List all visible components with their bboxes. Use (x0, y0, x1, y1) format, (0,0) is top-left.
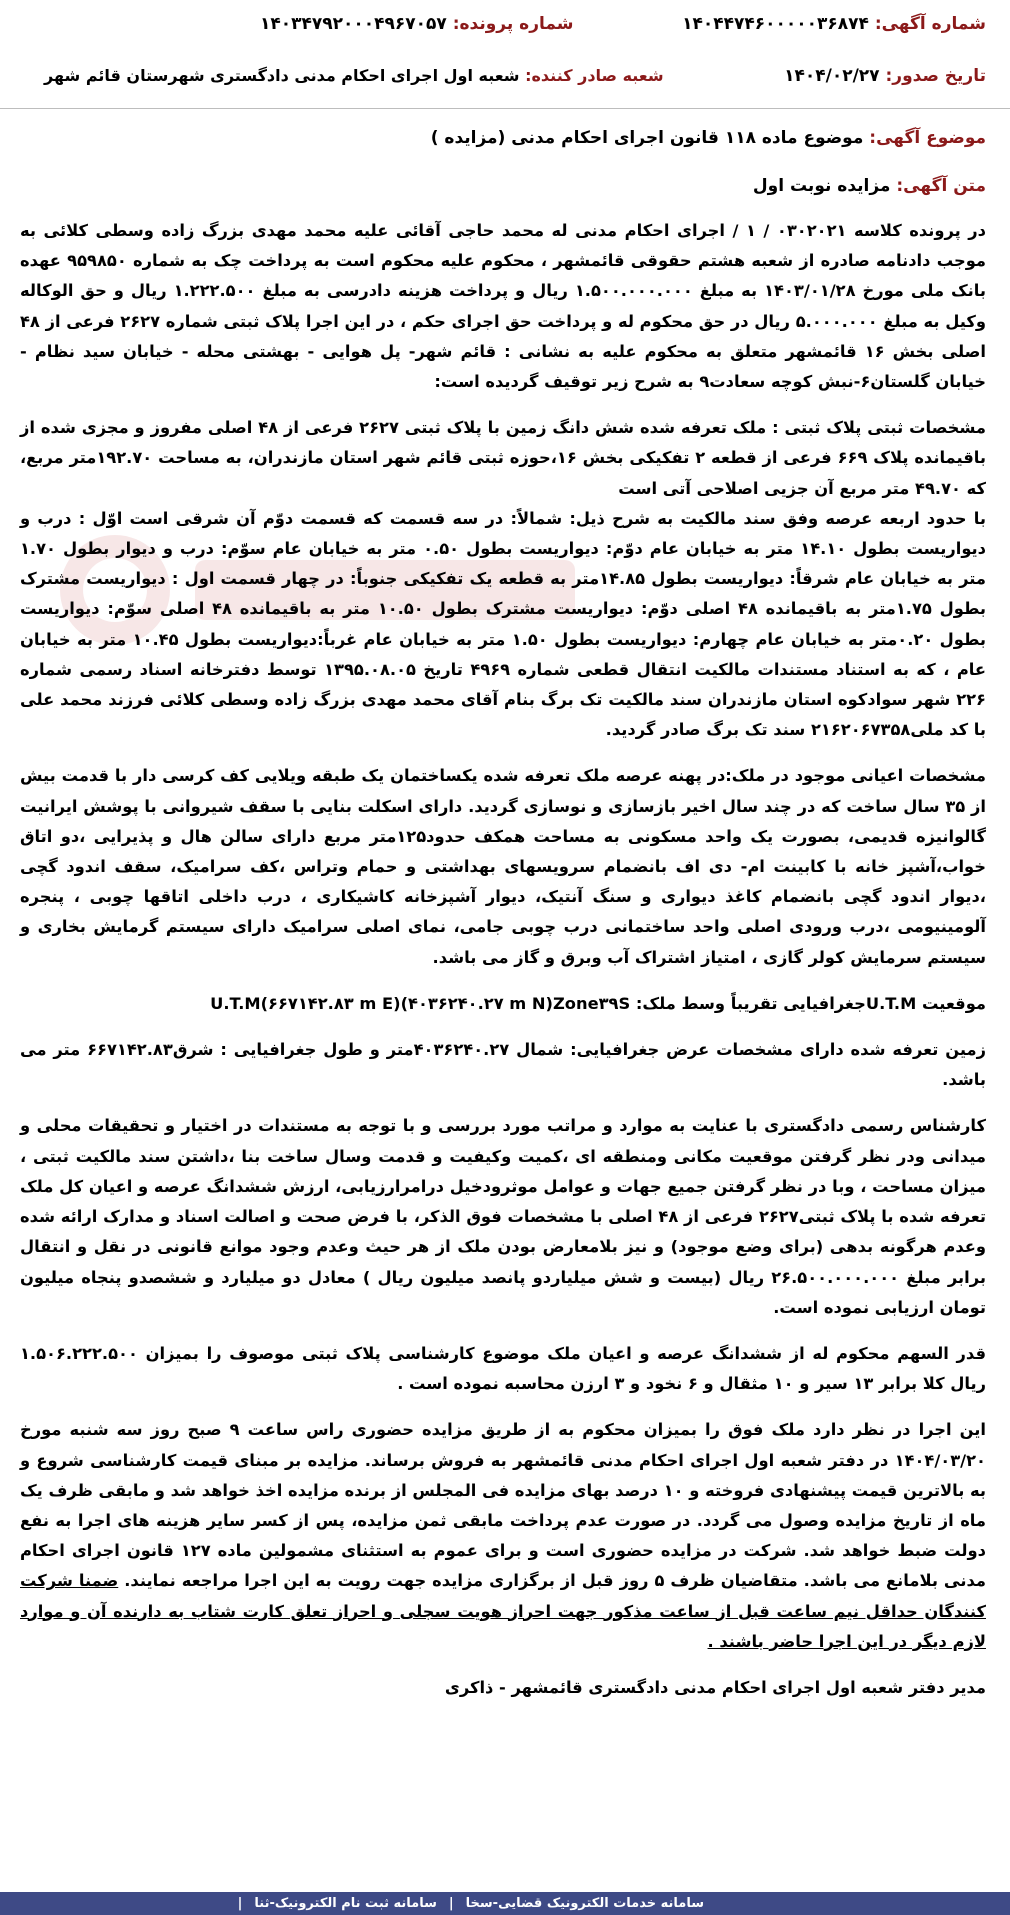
footer-bar (0, 1892, 1010, 1915)
subject-value: موضوع ماده ۱۱۸ قانون اجرای احکام مدنی (مزایده ) (430, 128, 864, 148)
file-number-value: ۱۴۰۳۴۷۹۲۰۰۰۴۹۶۷۰۵۷ (260, 14, 447, 34)
paragraph-building: مشخصات اعیانی موجود در ملک:در پهنه عرصه ملک تعرفه شده یکساختمان یک طبقه ویلایی کف کرسی دار با قدمت بیش از ۳۵ سال ساخت که در چند سال اخیر بازسازی و نوسازی گردید. دارای اسکلت بنایی با سقف شیروانی با پوشش ایرانیت گالوانیزه قدیمی، بصورت یک واحد مسکونی به مساحت همکف حدود۱۲۵متر مربع دارای سالن هال و پذیرایی ،دو اتاق خواب،آشپز خانه با کابینت ام- دی اف بانضمام سرویسهای بهداشتی و حمام وتراس ،کف سرامیک، سقف اندود گچی ،دیوار اندود گچی بانضمام کاغذ دیواری و سنگ آنتیک، دیوار آشپزخانه کاشیکاری ، درب داخلی اتاقها چوبی ، پنجره آلومینیومی ،درب ورودی اصلی واحد ساختمانی درب چوبی جامی، نمای اصلی سرامیک دارای سیستم گرمایش بخاری و سیستم سرمایش کولر گازی ، امتیاز اشتراک آب وبرق و گاز می باشد. (20, 766, 986, 967)
paragraph-share: قدر السهم محکوم له از ششدانگ عرصه و اعیان ملک موضوع کارشناسی پلاک ثبتی موصوف را بمیزان ۱.۵۰۶.۲۲۲.۵۰۰ ریال کلا برابر ۱۳ سیر و ۱۰ مثقال و ۶ نخود و ۳ ارزن محاسبه نموده است . (20, 1343, 986, 1394)
paragraph-utm: موقعیت U.T.Mجغرافیایی تقریباً وسط ملک: U.T.M(۶۶۷۱۴۲.۸۳ m E)(۴۰۳۶۲۴۰.۲۷ m N)Zone۳۹S (210, 993, 986, 1013)
issuer-label: شعبه صادر کننده: (525, 66, 664, 85)
notice-number-value: ۱۴۰۴۴۷۴۶۰۰۰۰۰۳۶۸۷۴ (682, 14, 869, 34)
footer-link-sakha[interactable]: سامانه خدمات الکترونیک قضایی-سخا (465, 1896, 704, 1911)
notice-number (682, 14, 986, 34)
paragraph-boundaries: با حدود اربعه عرصه وفق سند مالکیت به شرح ذیل: شمالاً: در سه قسمت که قسمت دوّم آن شرقی است اوّل : درب و دیواریست بطول ۱۴.۱۰ متر به خیابان عام دوّم: دیواریست بطول ۰.۵۰ متر به خیابان عام سوّم: درب و دیوار بطول ۱.۷۰ متر به خیابان عام شرقاً: دیواریست بطول ۱۴.۸۵متر به قطعه یک تفکیکی جنوباً: در چهار قسمت اول : دیواریست مشترک بطول ۱.۷۵متر به باقیمانده ۴۸ اصلی دوّم: دیواریست مشترک بطول ۱۰.۵۰ متر به باقیمانده ۴۸ اصلی سوّم: دیواریست بطول ۰.۲۰متر به خیابان عام چهارم: دیواریست بطول ۱.۵۰ متر به خیابان عام غرباً:دیواریست بطول ۱۰.۴۵ متر به خیابان عام ، که به استناد مستندات مالکیت انتقال قطعی شماره ۴۹۶۹ تاریخ ۱۳۹۵.۰۸.۰۵ توسط دفترخانه اسناد رسمی شماره ۲۲۶ شهر سوادکوه استان مازندران سند مالکیت تک برگ بنام آقای محمد مهدی بزرگ زاده وسطی کلائی فرزند محمد علی با کد ملی۲۱۶۲۰۶۷۳۵۸ سند تک برگ صادر گردید. (20, 508, 986, 740)
file-number (260, 14, 574, 34)
auction-attendance-note: ضمنا شرکت کنندگان حداقل نیم ساعت قبل از ساعت مذکور جهت احراز هویت سجلی و احراز تعلق کارت شتاب به دارنده آن و موارد لازم دیگر در این اجرا حاضر باشند . (20, 1571, 986, 1651)
signature: مدیر دفتر شعبه اول اجرای احکام مدنی دادگستری قائمشهر - ذاکری (444, 1677, 986, 1697)
issue-date-value: ۱۴۰۴/۰۲/۲۷ (784, 66, 880, 86)
notice-subject (431, 128, 986, 148)
notice-text-heading (753, 176, 986, 196)
notice-body (20, 216, 986, 1719)
issue-date-label: تاریخ صدور: (885, 66, 986, 86)
header-divider (0, 108, 1010, 109)
paragraph-auction (20, 1415, 986, 1657)
footer-separator-end: | (237, 1896, 243, 1911)
paragraph-case: در پرونده کلاسه ۰۳۰۲۰۲۱ / ۱ / اجرای احکام مدنی له محمد حاجی آقائی علیه محمد مهدی بزرگ زاده وسطی کلائی به موجب دادنامه صادره از شعبه هشتم حقوقی قائمشهر ، محکوم علیه محکوم است به پرداخت چک به شماره ۹۵۹۸۵۰ عهده بانک ملی مورخ ۱۴۰۳/۰۱/۲۸ به مبلغ ۱.۵۰۰.۰۰۰.۰۰۰ ریال و پرداخت هزینه دادرسی به مبلغ ۱.۲۲۲.۵۰۰ ریال و حق الوکاله وکیل به مبلغ ۵.۰۰۰.۰۰۰ ریال در حق محکوم له و پرداخت حق اجرای حکم ، در این اجرا پلاک ثبتی شماره ۲۶۲۷ فرعی از ۴۸ اصلی بخش ۱۶ قائمشهر متعلق به محکوم علیه به نشانی : قائم شهر- پل هوایی - بهشتی محله - خیابان سید نظام - خیابان گلستان۶-نبش کوچه سعادت۹ به شرح زیر توقیف گردیده است: (20, 221, 987, 392)
issuer-value: شعبه اول اجرای احکام مدنی دادگستری شهرستان قائم شهر (44, 66, 520, 85)
auction-text: این اجرا در نظر دارد ملک فوق را بمیزان محکوم به از طریق مزایده حضوری راس ساعت ۹ صبح روز سه شنبه مورخ ۱۴۰۴/۰۳/۲۰ در دفتر شعبه اول اجرای احکام مدنی قائمشهر به فروش برساند. مزایده بر مبنای قیمت کارشناسی شروع و به بالاترین قیمت پیشنهادی فروخته و ۱۰ درصد بهای مزایده فی المجلس از برنده مزایده اخذ خواهد شد و مابقی ظرف یک ماه از تاریخ مزایده وصول می گردد. در صورت عدم پرداخت مابقی ثمن مزایده، پس از کسر سایر هزینه های اجرا به نفع دولت ضبط خواهد شد. شرکت در مزایده حضوری است و برای عموم به استثنای مشمولین ماده ۱۲۷ قانون اجرای احکام مدنی بلامانع می باشد. متقاضیان ظرف ۵ روز قبل از برگزاری مزایده جهت رویت به این اجرا مراجعه نمایند. (20, 1420, 987, 1591)
footer-separator: | (448, 1896, 454, 1911)
text-label: متن آگهی: (896, 176, 986, 196)
file-number-label: شماره پرونده: (452, 14, 574, 34)
paragraph-appraisal: کارشناس رسمی دادگستری با عنایت به موارد و مراتب مورد بررسی و با توجه به مستندات در اختیار و تحقیقات محلی و میدانی ودر نظر گرفتن موقعیت مکانی ومنطقه ای ،کمیت وکیفیت و قدمت وسال ساخت بنا ،داشتن سند مالکیت ثبتی ، میزان مساحت ، وبا در نظر گرفتن جمیع جهات و عوامل موثرودخیل درامرارزیابی، ارزش ششدانگ عرصه و اعیان کل ملک تعرفه شده با پلاک ثبتی۲۶۲۷ فرعی از ۴۸ اصلی با مشخصات فوق الذکر، با فرض صحت و اصالت اسناد و مدارک ارائه شده وعدم هرگونه بدهی (برای وضع موجود) و نیز بلامعارض بودن ملک از هر حیث وعدم وجود موانع قانونی در نقل و انتقال برابر مبلغ ۲۶.۵۰۰.۰۰۰.۰۰۰ ریال (بیست و شش میلیاردو پانصد میلیون ریال ) معادل دو میلیارد و ششصدو پنجاه میلیون تومان ارزیابی نموده است. (20, 1116, 987, 1317)
footer-link-sana[interactable]: سامانه ثبت نام الکترونیک-ثنا (254, 1896, 437, 1911)
issuer (44, 66, 664, 85)
issue-date (784, 66, 986, 86)
paragraph-registration: مشخصات ثبتی پلاک ثبتی : ملک تعرفه شده شش دانگ زمین با پلاک ثبتی ۲۶۲۷ فرعی از ۴۸ اصلی مفروز و مجزی شده از باقیمانده پلاک ۶۶۹ فرعی از قطعه ۲ تفکیکی بخش ۱۶،حوزه ثبتی قائم شهر استان مازندران، به مساحت ۱۹۲.۷۰متر مربع، که ۴۹.۷۰ متر مربع آن جزیی اصلاحی آتی است (20, 418, 987, 498)
notice-number-label: شماره آگهی: (874, 14, 986, 34)
text-label-value: مزایده نوبت اول (752, 176, 891, 196)
paragraph-coordinates: زمین تعرفه شده دارای مشخصات عرض جغرافیایی: شمال ۴۰۳۶۲۴۰.۲۷متر و طول جغرافیایی : شرق۶۶۷۱۴۲.۸۳ متر می باشد. (20, 1040, 986, 1090)
subject-label: موضوع آگهی: (869, 128, 986, 148)
